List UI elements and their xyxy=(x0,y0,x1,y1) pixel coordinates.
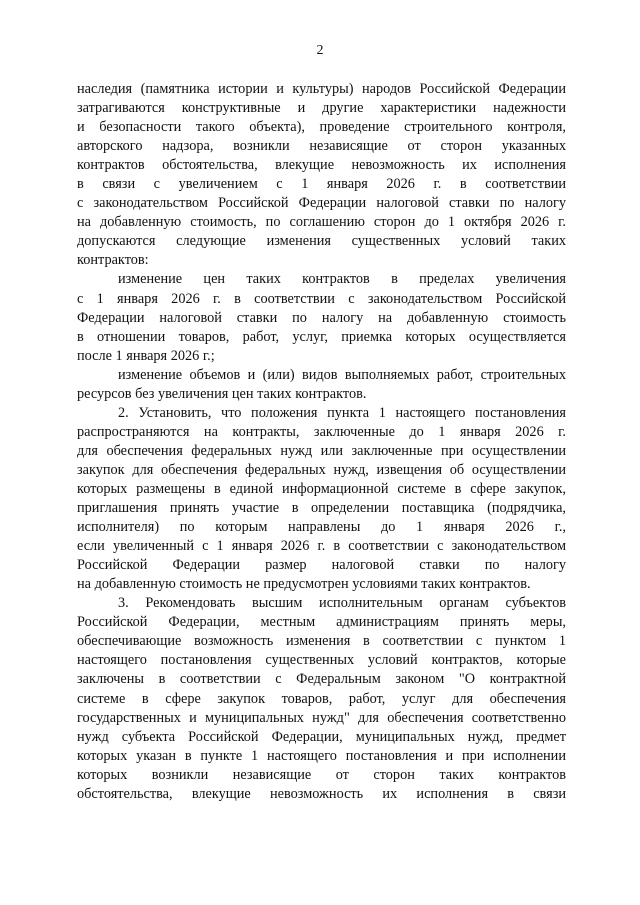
text-line: с 1 января 2026 г. в соответствии с законодательством Российской xyxy=(77,290,566,307)
text-line: государственных и муниципальных нужд" для обеспечения соответственно xyxy=(77,709,566,726)
text-line: изменение объемов и (или) видов выполняемых работ, строительных xyxy=(118,366,566,383)
text-line: на добавленную стоимость, по соглашению сторон до 1 октября 2026 г. xyxy=(77,214,566,231)
text-line: и безопасности такого объекта), проведение строительного контроля, xyxy=(77,119,566,136)
text-line: 2. Установить, что положения пункта 1 настоящего постановления xyxy=(118,404,566,421)
text-line: контрактов обстоятельства, влекущие невозможность их исполнения xyxy=(77,157,566,174)
text-line: на добавленную стоимость не предусмотрен условиями таких контрактов. xyxy=(77,576,531,593)
text-line: которых размещены в единой информационной системе в сфере закупок, xyxy=(77,480,566,497)
text-line: которых указан в пункте 1 настоящего постановления и при исполнении xyxy=(77,747,566,764)
text-line: авторского надзора, возникли независящие от сторон указанных xyxy=(77,138,566,155)
text-line: с законодательством Российской Федерации налоговой ставки по налогу xyxy=(77,195,566,212)
document-body xyxy=(77,80,566,804)
text-line: приглашения принять участие в определении поставщика (подрядчика, xyxy=(77,500,566,517)
text-line: наследия (памятника истории и культуры) народов Российской Федерации xyxy=(77,81,566,97)
text-line: контрактов: xyxy=(77,252,149,269)
text-line: после 1 января 2026 г.; xyxy=(77,347,215,364)
text-line: исполнителя) по которым направлены до 1 января 2026 г., xyxy=(77,519,566,536)
text-line: в связи с увеличением с 1 января 2026 г. в соответствии xyxy=(77,176,566,193)
text-line: изменение цен таких контрактов в пределах увеличения xyxy=(118,271,566,288)
text-line: затрагиваются конструктивные и другие характеристики надежности xyxy=(77,100,566,117)
text-line: обеспечивающие возможность изменения в соответствии с пунктом 1 xyxy=(77,633,566,650)
page-number: 2 xyxy=(316,43,324,58)
text-line: ресурсов без увеличения цен таких контрактов. xyxy=(77,385,367,402)
text-line: нужд субъекта Российской Федерации, муниципальных нужд, предмет xyxy=(77,728,566,745)
text-line: которых возникли независящие от сторон таких контрактов xyxy=(77,766,566,783)
text-line: если увеличенный с 1 января 2026 г. в соответствии с законодательством xyxy=(77,538,566,555)
text-line: Российской Федерации, местным администрациям принять меры, xyxy=(77,614,566,631)
text-line: распространяются на контракты, заключенные до 1 января 2026 г. xyxy=(77,423,566,440)
text-line: закупок для обеспечения федеральных нужд, извещения об осуществлении xyxy=(77,461,566,478)
text-line: заключены в соответствии с Федеральным законом "О контрактной xyxy=(77,671,566,688)
text-line: настоящего постановления существенных условий контрактов, которые xyxy=(77,652,566,669)
text-line: системе в сфере закупок товаров, работ, услуг для обеспечения xyxy=(77,690,566,707)
text-line: в отношении товаров, работ, услуг, приемка которых осуществляется xyxy=(77,328,566,345)
text-line: допускаются следующие изменения существенных условий таких xyxy=(77,233,566,250)
text-line: Федерации налоговой ставки по налогу на добавленную стоимость xyxy=(77,309,566,326)
text-line: 3. Рекомендовать высшим исполнительным органам субъектов xyxy=(118,595,566,612)
text-line: для обеспечения федеральных нужд или заключенные при осуществлении xyxy=(77,442,566,459)
text-line: Российской Федерации размер налоговой ставки по налогу xyxy=(77,557,566,574)
text-line: обстоятельства, влекущие невозможность их исполнения в связи xyxy=(77,785,566,802)
